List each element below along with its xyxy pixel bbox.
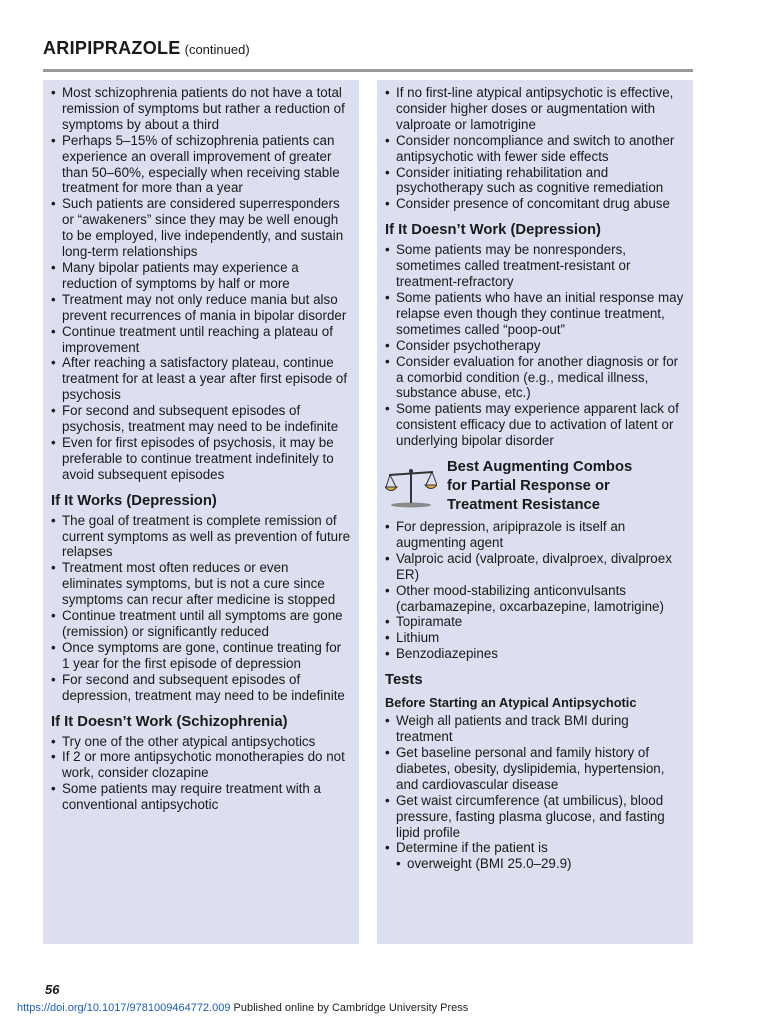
doi-link[interactable]: https://doi.org/10.1017/9781009464772.009 [17,1002,231,1014]
tests-list [385,713,685,872]
combos-header [385,458,685,515]
list-item: • Benzodiazepines [385,646,685,662]
list-item: • Lithium [385,630,685,646]
list-item: • Some patients may be nonresponders, sometimes called treatment-resistant or treatment-refractory [385,242,685,290]
footer-citation [17,1002,468,1014]
balance-scale-icon [385,465,437,509]
list-item: • Even for first episodes of psychosis, it may be preferable to continue treatment indefinitely to avoid subsequent episodes [51,435,351,483]
list-item: • For second and subsequent episodes of psychosis, treatment may need to be indefinite [51,403,351,435]
list-item: • If no first-line atypical antipsychotic is effective, consider higher doses or augmentation with valproate or lamotrigine [385,85,685,133]
list-item: • Topiramate [385,614,685,630]
section-heading-tests: Tests [385,672,423,689]
list-item: • Some patients may experience apparent lack of consistent efficacy due to activation of latent or underlying bipolar disorder [385,401,685,449]
combos-heading: Best Augmenting Combos for Partial Response or Treatment Resistance [447,459,633,514]
not-work-depression-list [385,242,685,449]
page-number: 56 [45,982,60,997]
header-rule [43,69,693,72]
list-item: • Get waist circumference (at umbilicus), blood pressure, fasting plasma glucose, and fasting lipid profile [385,793,685,841]
list-item: • Most schizophrenia patients do not have a total remission of symptoms but rather a reduction of symptoms by about a third [51,85,351,133]
list-subitem: • overweight (BMI 25.0–29.9) [385,856,685,872]
intro-list [51,85,351,483]
list-item: • For depression, aripiprazole is itself an augmenting agent [385,519,685,551]
list-item: • Consider initiating rehabilitation and psychotherapy such as cognitive remediation [385,165,685,197]
left-column [43,80,359,944]
list-item: • Consider presence of concomitant drug abuse [385,196,685,212]
section-heading-not-work-schizophrenia: If It Doesn’t Work (Schizophrenia) [51,713,288,730]
list-item: • Continue treatment until reaching a plateau of improvement [51,324,351,356]
list-item: • Try one of the other atypical antipsychotics [51,734,351,750]
list-item: • Continue treatment until all symptoms are gone (remission) or significantly reduced [51,608,351,640]
section-heading-not-work-depression: If It Doesn’t Work (Depression) [385,222,601,239]
list-item: • Once symptoms are gone, continue treating for 1 year for the first episode of depression [51,640,351,672]
list-item: • Consider psychotherapy [385,338,685,354]
list-item: • Perhaps 5–15% of schizophrenia patients can experience an overall improvement of greater than 50–60%, especially when receiving stable treatment for more than a year [51,133,351,197]
list-item: • Weigh all patients and track BMI during treatment [385,713,685,745]
list-item: • Such patients are considered superresponders or “awakeners” since they may be well enough to be employed, live independently, and sustain long-term relationships [51,196,351,260]
list-item: • Treatment may not only reduce mania but also prevent recurrences of mania in bipolar disorder [51,292,351,324]
list-item: • For second and subsequent episodes of depression, treatment may need to be indefinite [51,672,351,704]
combos-list [385,519,685,662]
list-item: • Consider evaluation for another diagnosis or for a comorbid condition (e.g., medical illness, substance abuse, etc.) [385,354,685,402]
list-item: • Determine if the patient is [385,840,685,856]
list-item: • Many bipolar patients may experience a reduction of symptoms by half or more [51,260,351,292]
list-item: • Some patients may require treatment with a conventional antipsychotic [51,781,351,813]
right-column [377,80,693,944]
section-heading-works-depression: If It Works (Depression) [51,492,217,509]
published-note: Published online by Cambridge University Press [230,1002,469,1014]
list-item: • If 2 or more antipsychotic monotherapies do not work, consider clozapine [51,749,351,781]
list-item: • Valproic acid (valproate, divalproex, divalproex ER) [385,551,685,583]
works-depression-list [51,513,351,704]
list-item: • The goal of treatment is complete remission of current symptoms as well as prevention of future relapses [51,513,351,561]
list-item: • Get baseline personal and family history of diabetes, obesity, dyslipidemia, hypertension, and cardiovascular disease [385,745,685,793]
not-work-schizophrenia-list [51,734,351,814]
list-item: • Treatment most often reduces or even eliminates symptoms, but is not a cure since symptoms can recur after medicine is stopped [51,560,351,608]
page-header [43,38,693,59]
list-item: • Other mood-stabilizing anticonvulsants (carbamazepine, oxcarbazepine, lamotrigine) [385,583,685,615]
list-item: • Consider noncompliance and switch to another antipsychotic with fewer side effects [385,133,685,165]
list-item: • After reaching a satisfactory plateau, continue treatment for at least a year after first episode of psychosis [51,355,351,403]
page-title-continued: (continued) [184,42,250,57]
subheading-before-starting: Before Starting an Atypical Antipsychotic [385,695,637,711]
list-item: • Some patients who have an initial response may relapse even though they continue treatment, sometimes called “poop-out” [385,290,685,338]
continued-list [385,85,685,212]
page-title: ARIPIPRAZOLE [43,38,181,58]
